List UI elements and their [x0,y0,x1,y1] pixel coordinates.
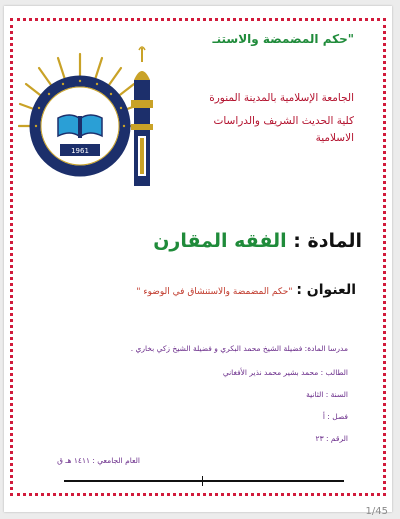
academic-year-line: العام الجامعي : ١٤١١ هـ ق [57,456,140,465]
university-line-1: الجامعة الإسلامية بالمدينة المنورة [209,92,354,104]
student-line: الطالب : محمد بشير محمد نذير الأفغاني [222,368,348,377]
header-quote: "حكم المضمضة والاستنـ [212,32,354,46]
university-name [174,90,354,147]
number-line: الرقم : ٢٣ [315,434,348,443]
section-line: فصل : أ [322,412,348,421]
page-indicator: 1/45 [365,506,388,517]
university-emblem-icon [18,40,168,190]
subject-label: المادة : [293,230,362,252]
title-value: "حكم المضمضة والاستنشاق في الوضوء " [136,287,293,297]
center-mark [202,476,203,486]
subject-heading [153,230,362,252]
subject-value: الفقه المقارن [153,230,287,252]
year-level-line: السنة : الثانية [306,390,348,399]
university-line-3: الاسلامية [315,132,354,144]
university-line-2: كلية الحديث الشريف والدراسات [213,115,354,127]
title-label: العنوان : [296,282,356,298]
teachers-line: مدرسا المادة: فضيلة الشيخ محمد البكري و فضيلة الشيخ زكي بخاري . [130,344,348,353]
bottom-rule [64,480,344,482]
title-heading [136,282,356,298]
document-page [4,6,392,512]
emblem-year: 1961 [71,147,89,155]
